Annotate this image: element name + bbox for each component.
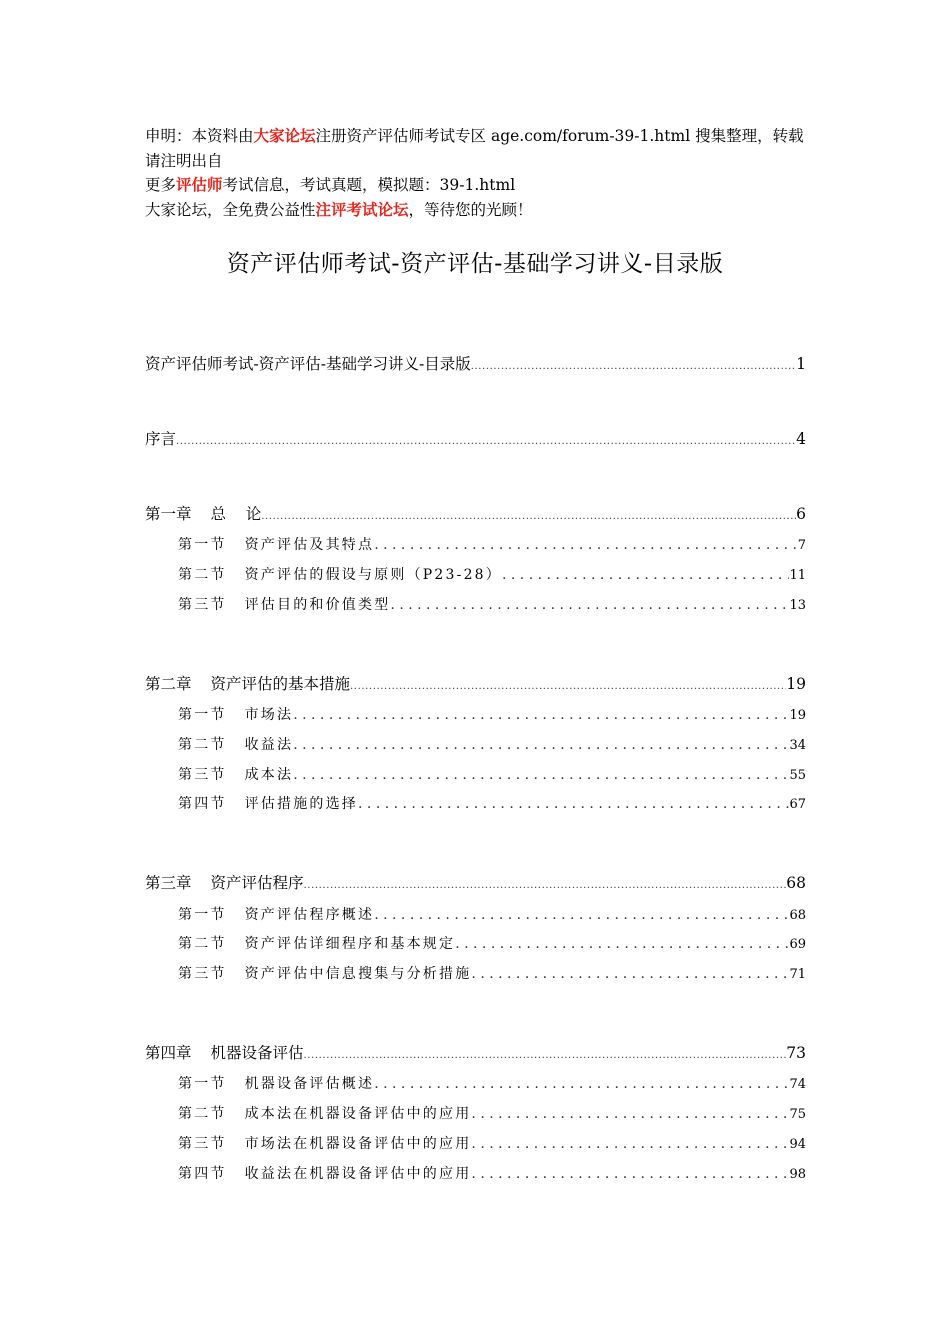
toc-chapter-1[interactable] [145, 502, 806, 524]
chapter-number: 第三章 [145, 874, 192, 892]
section-name: 资产评估详细程序和基本规定 [244, 936, 456, 952]
toc-leader-dots [176, 430, 796, 448]
toc-section-3-2[interactable] [178, 933, 806, 953]
section-number: 第三节 [178, 767, 227, 783]
toc-leader-dots [293, 767, 789, 783]
section-number: 第三节 [178, 1136, 227, 1152]
toc-entry-label [145, 502, 261, 524]
toc-leader-dots [390, 597, 789, 613]
toc-entry-title[interactable] [145, 352, 806, 374]
toc-leader-dots [374, 537, 798, 553]
section-number: 第二节 [178, 1106, 227, 1122]
toc-section-2-1[interactable] [178, 704, 806, 724]
toc-leader-dots [374, 1076, 789, 1092]
section-name: 资产评估中信息搜集与分析措施 [244, 966, 472, 982]
section-name: 成本法在机器设备评估中的应用 [244, 1106, 472, 1122]
toc-leader-dots [261, 505, 796, 523]
toc-entry-label [178, 793, 358, 813]
toc-leader-dots [304, 1044, 787, 1062]
toc-page-number: 69 [789, 937, 806, 952]
section-name: 评估措施的选择 [244, 796, 359, 812]
toc-section-3-3[interactable] [178, 963, 806, 983]
toc-entry-label [178, 704, 293, 724]
toc-entry-label [178, 1103, 471, 1123]
toc-entry-label [145, 672, 350, 694]
section-number: 第二节 [178, 567, 227, 583]
section-number: 第一节 [178, 1076, 227, 1092]
toc-page-number: 98 [789, 1167, 806, 1182]
toc-chapter-4[interactable] [145, 1041, 806, 1063]
section-name: 收益法在机器设备评估中的应用 [244, 1166, 472, 1182]
forum-name-highlight[interactable]: 大家论坛 [253, 126, 316, 145]
disclaimer-text: 更多 [145, 176, 177, 194]
toc-page-number: 34 [789, 738, 806, 753]
toc-page-number: 68 [786, 874, 806, 892]
disclaimer-text: 申明：本资料由 [145, 127, 254, 145]
toc-page-number: 73 [786, 1044, 806, 1062]
toc-section-1-3[interactable] [178, 594, 806, 614]
toc-entry-label [178, 933, 455, 953]
chapter-number: 第二章 [145, 675, 192, 693]
toc-entry-label [178, 534, 374, 554]
section-name: 市场法在机器设备评估中的应用 [244, 1136, 472, 1152]
toc-section-2-2[interactable] [178, 734, 806, 754]
section-name: 机器设备评估概述 [244, 1076, 375, 1092]
toc-entry-preface[interactable] [145, 427, 806, 449]
toc-leader-dots [293, 737, 789, 753]
toc-page-number: 7 [797, 538, 806, 553]
document-title: 资产评估师考试-资产评估-基础学习讲义-目录版 [226, 251, 724, 277]
toc-chapter-2[interactable] [145, 672, 806, 694]
toc-section-4-1[interactable] [178, 1073, 806, 1093]
exam-forum-highlight[interactable]: 注评考试论坛 [315, 199, 409, 219]
section-number: 第一节 [178, 707, 227, 723]
section-name: 资产评估的假设与原则（P23-28） [244, 567, 502, 583]
toc-leader-dots [374, 907, 789, 923]
disclaimer-line-2 [145, 173, 810, 198]
section-number: 第三节 [178, 966, 227, 982]
toc-section-3-1[interactable] [178, 904, 806, 924]
toc-entry-label [178, 1073, 374, 1093]
section-number: 第一节 [178, 537, 227, 553]
toc-section-2-4[interactable] [178, 793, 806, 813]
section-name: 收益法 [244, 737, 294, 753]
toc-leader-dots [350, 675, 786, 693]
toc-entry-label [178, 734, 293, 754]
toc-section-2-3[interactable] [178, 764, 806, 784]
toc-entry-label: 资产评估师考试-资产评估-基础学习讲义-目录版 [145, 355, 471, 373]
toc-entry-label [145, 1041, 304, 1063]
toc-leader-dots [471, 966, 789, 982]
disclaimer-line-3 [145, 198, 810, 223]
toc-page-number: 1 [796, 355, 806, 373]
toc-entry-label [178, 1133, 471, 1153]
section-name: 市场法 [244, 707, 294, 723]
toc-leader-dots [304, 874, 787, 892]
toc-section-1-2[interactable] [178, 564, 806, 584]
section-number: 第二节 [178, 737, 227, 753]
toc-leader-dots [502, 567, 789, 583]
chapter-name: 资产评估程序 [210, 874, 304, 892]
toc-page-number: 13 [789, 598, 806, 613]
disclaimer-header [145, 124, 810, 222]
toc-page-number: 19 [789, 708, 806, 723]
toc-leader-dots [358, 796, 789, 812]
toc-leader-dots [471, 1166, 789, 1182]
toc-entry-label [178, 963, 471, 983]
chapter-number: 第一章 [145, 505, 192, 523]
disclaimer-text: 大家论坛，全免费公益性 [145, 200, 316, 219]
toc-page-number: 67 [789, 797, 806, 812]
toc-chapter-3[interactable] [145, 871, 806, 893]
appraiser-highlight[interactable]: 评估师 [176, 175, 223, 194]
chapter-name: 机器设备评估 [210, 1044, 304, 1062]
toc-section-4-3[interactable] [178, 1133, 806, 1153]
toc-page-number: 11 [789, 568, 806, 583]
toc-section-1-1[interactable] [178, 534, 806, 554]
chapter-number: 第四章 [145, 1044, 192, 1062]
toc-entry-label [145, 871, 304, 893]
toc-entry-label [178, 564, 502, 584]
section-name: 成本法 [244, 767, 294, 783]
section-name: 评估目的和价值类型 [244, 597, 391, 613]
chapter-name: 资产评估的基本措施 [210, 675, 351, 693]
toc-section-4-4[interactable] [178, 1163, 806, 1183]
disclaimer-text: ，等待您的光顾！ [408, 200, 533, 219]
toc-page-number: 94 [789, 1137, 806, 1152]
section-name: 资产评估程序概述 [244, 907, 375, 923]
disclaimer-text: 注册资产评估师考试专区 age.com/forum-39-1.html 搜集整理，转载请注明出自 [145, 127, 804, 170]
toc-entry-label [178, 904, 374, 924]
toc-section-4-2[interactable] [178, 1103, 806, 1123]
toc-page-number: 71 [789, 967, 806, 982]
disclaimer-line-1 [145, 124, 810, 173]
chapter-name: 总 论 [210, 505, 262, 523]
section-name: 资产评估及其特点 [244, 537, 375, 553]
toc-leader-dots [471, 1136, 789, 1152]
toc-page-number: 55 [789, 768, 806, 783]
section-number: 第二节 [178, 936, 227, 952]
toc-page-number: 4 [796, 430, 806, 448]
disclaimer-text: 考试信息，考试真题，模拟题：39-1.html [222, 176, 516, 194]
toc-entry-label [178, 1163, 471, 1183]
toc-page-number: 19 [786, 675, 806, 693]
toc-entry-label [178, 764, 293, 784]
section-number: 第三节 [178, 597, 227, 613]
toc-page-number: 6 [796, 505, 806, 523]
section-number: 第一节 [178, 907, 227, 923]
toc-leader-dots [471, 355, 796, 373]
toc-entry-label: 序言 [145, 430, 177, 448]
toc-page-number: 75 [789, 1107, 806, 1122]
toc-leader-dots [455, 936, 789, 952]
toc-page-number: 74 [789, 1077, 806, 1092]
toc-page-number: 68 [789, 908, 806, 923]
toc-entry-label [178, 594, 390, 614]
toc-leader-dots [471, 1106, 789, 1122]
section-number: 第四节 [178, 796, 227, 812]
toc-leader-dots [293, 707, 789, 723]
section-number: 第四节 [178, 1166, 227, 1182]
